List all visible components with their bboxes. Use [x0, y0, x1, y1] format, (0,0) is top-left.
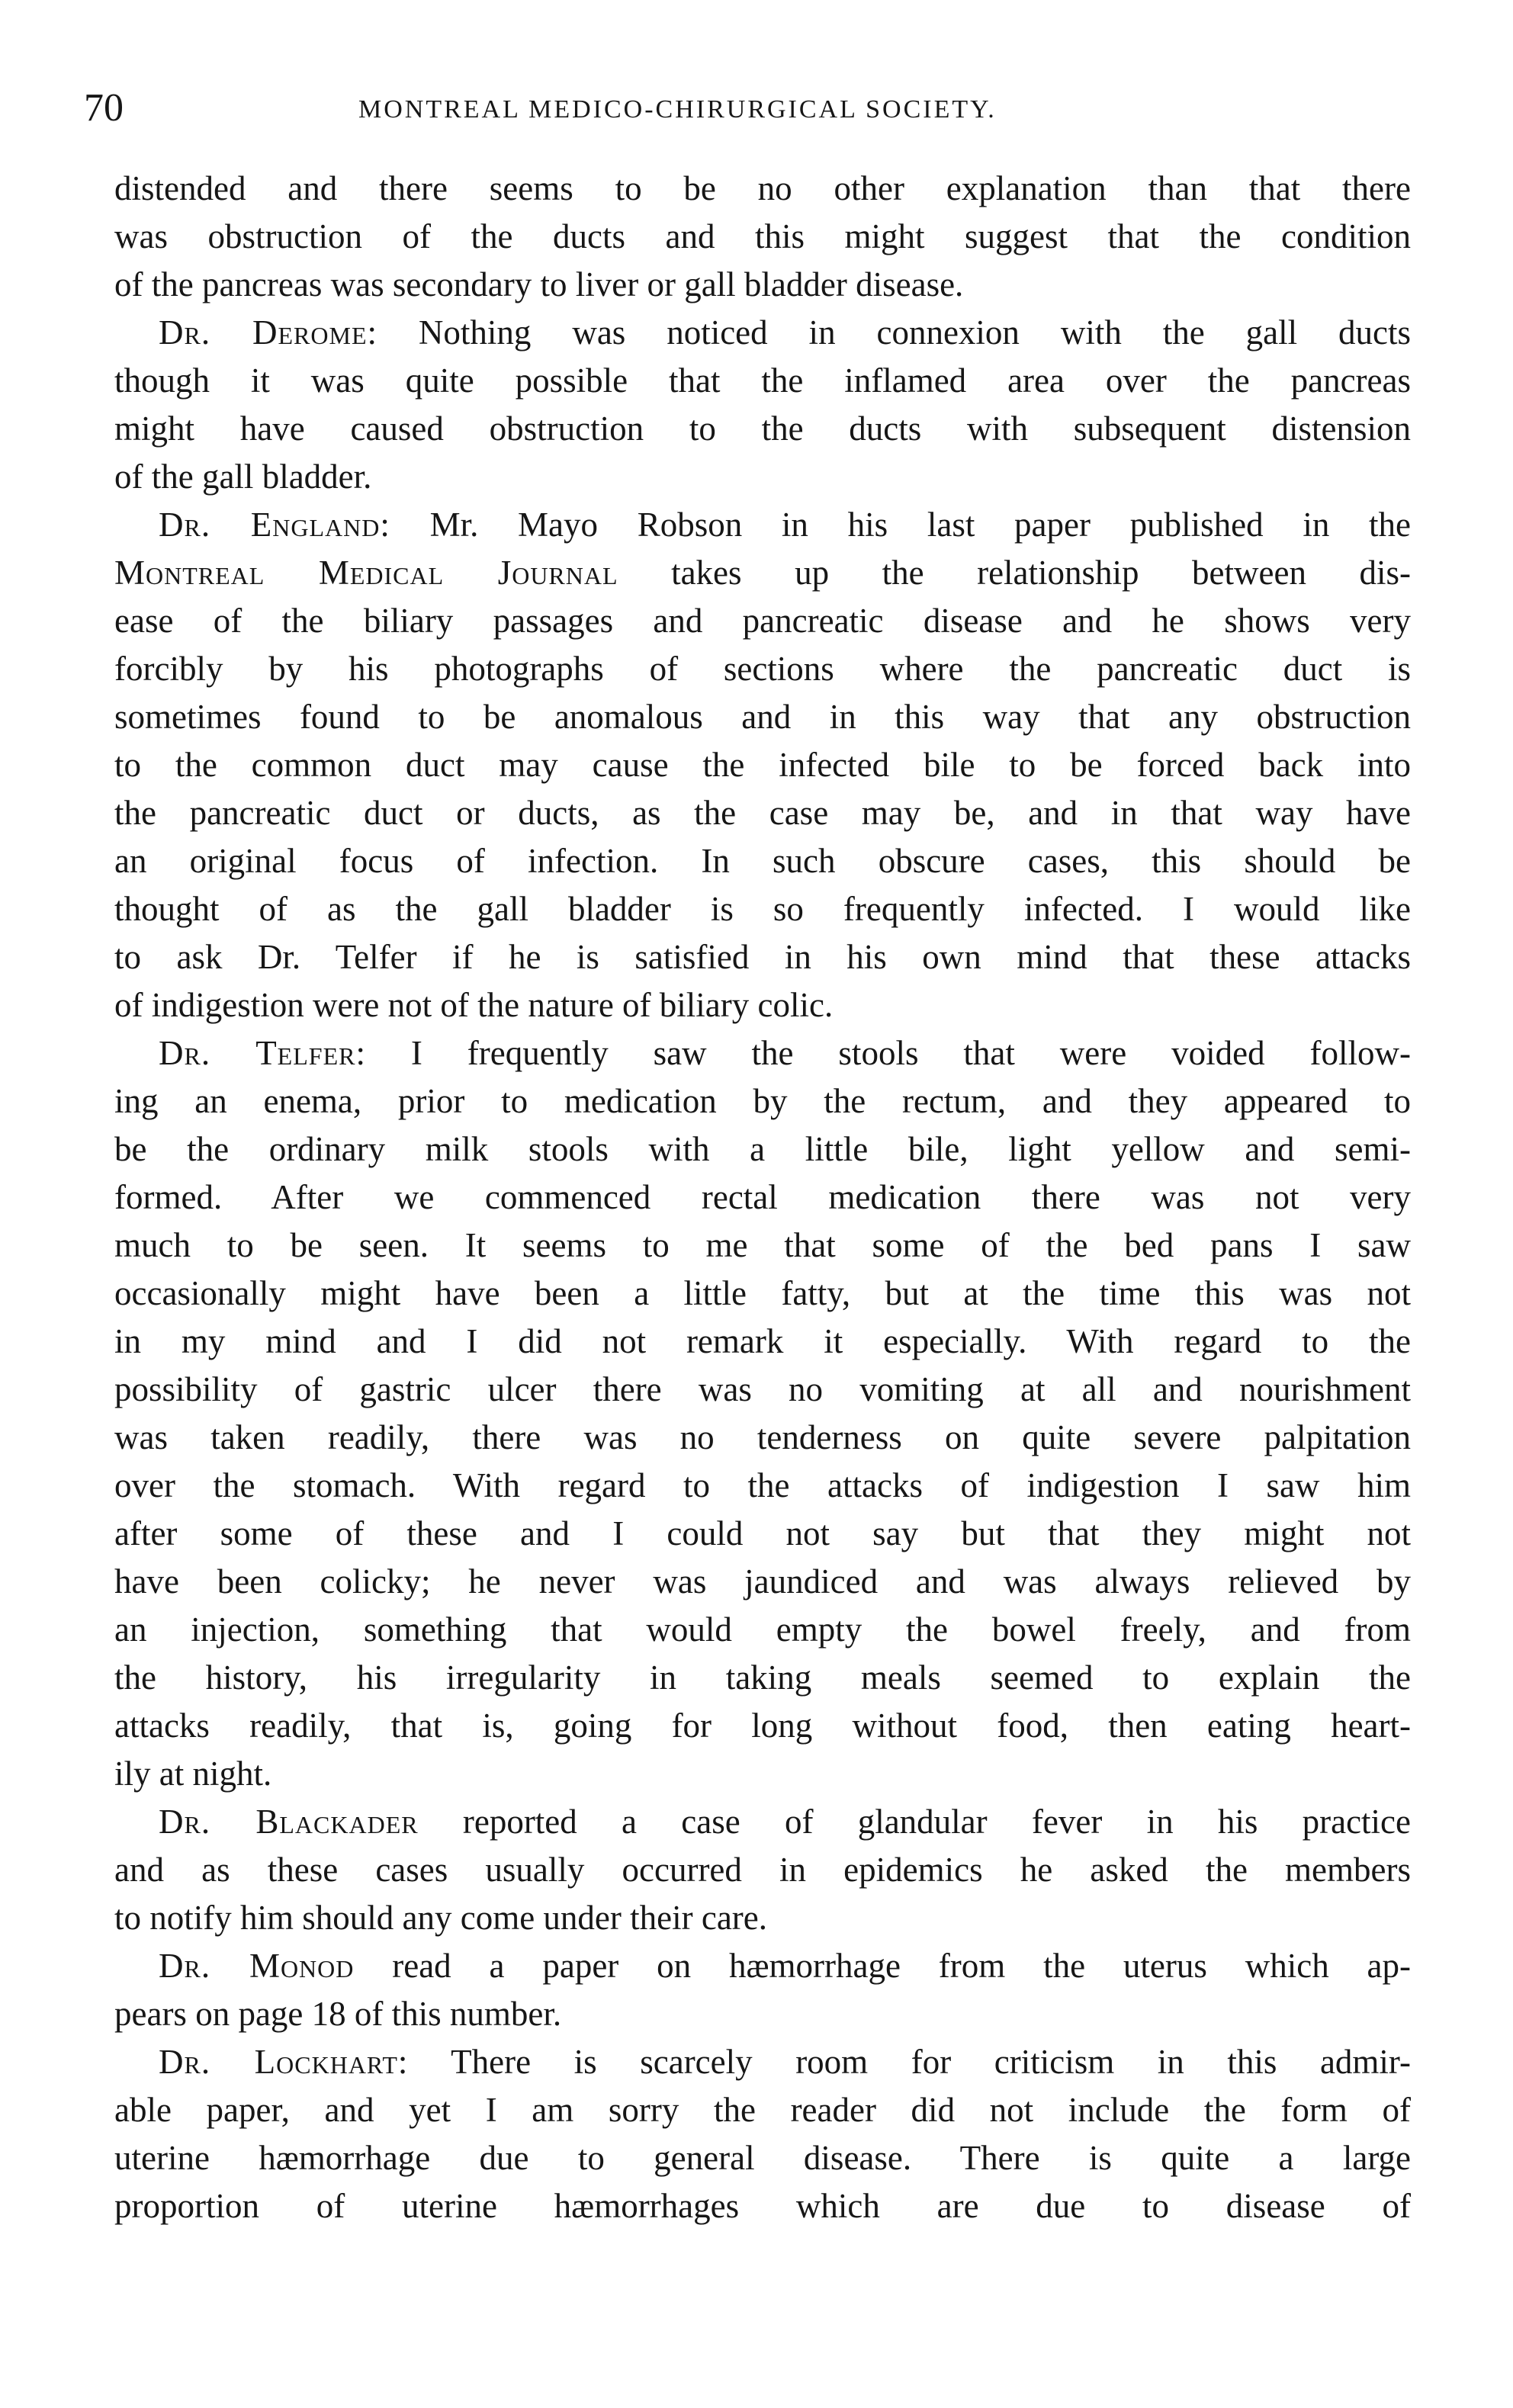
text-line [114, 309, 1411, 357]
text-line: might have caused obstruction to the ducts with subsequent distension [114, 409, 1411, 448]
paragraph-lockhart [114, 2038, 1411, 2230]
text-line: ease of the biliary passages and pancreatic disease and he shows very [114, 602, 1411, 640]
paragraph-derome [114, 309, 1411, 501]
text-run: read a paper on hæmorrhage from the uterus which ap- [392, 1947, 1411, 1985]
text-line: proportion of uterine hæmorrhages which are due to disease of [114, 2187, 1411, 2225]
text-line: an original focus of infection. In such obscure cases, this should be [114, 842, 1411, 880]
text-run: Nothing was noticed in connexion with the gall ducts [418, 313, 1411, 352]
text-line: an injection, something that would empty the bowel freely, and from [114, 1610, 1411, 1649]
running-title: MONTREAL MEDICO-CHIRURGICAL SOCIETY. [358, 95, 997, 124]
speaker-name: Dr. Monod [159, 1947, 355, 1985]
text-line: to ask Dr. Telfer if he is satisfied in his own mind that these attacks [114, 938, 1411, 976]
text-line [114, 1798, 1411, 1846]
text-line: over the stomach. With regard to the attacks of indigestion I saw him [114, 1466, 1411, 1504]
speaker-name: Dr. Lockhart: [159, 2043, 409, 2081]
paragraph-continuation [114, 165, 1411, 309]
speaker-name: Dr. England: [159, 506, 390, 544]
text-line: of the gall bladder. [114, 458, 372, 496]
text-line: the pancreatic duct or ducts, as the case may be, and in that way have [114, 794, 1411, 832]
speaker-name: Dr. Telfer: [159, 1034, 366, 1072]
text-line: after some of these and I could not say but that they might not [114, 1514, 1411, 1552]
text-line: attacks readily, that is, going for long without food, then eating heart- [114, 1706, 1411, 1745]
text-line: was obstruction of the ducts and this might suggest that the condition [114, 217, 1411, 255]
text-line: of indigestion were not of the nature of biliary colic. [114, 986, 834, 1024]
text-line: thought of as the gall bladder is so frequently infected. I would like [114, 890, 1411, 928]
text-line: ily at night. [114, 1755, 272, 1793]
text-run: There is scarcely room for criticism in this admir- [451, 2043, 1411, 2081]
paragraph-telfer [114, 1029, 1411, 1798]
text-line [114, 1942, 1411, 1990]
text-line [114, 1029, 1411, 1077]
text-line: of the pancreas was secondary to liver or gall bladder disease. [114, 265, 964, 303]
text-line: formed. After we commenced rectal medication there was not very [114, 1178, 1411, 1216]
text-line [114, 549, 1411, 597]
journal-title: Montreal Medical Journal [114, 554, 618, 592]
paragraph-monod [114, 1942, 1411, 2038]
text-line: the history, his irregularity in taking meals seemed to explain the [114, 1658, 1411, 1697]
text-line: occasionally might have been a little fatty, but at the time this was not [114, 1274, 1411, 1312]
running-head [84, 85, 1411, 131]
speaker-name: Dr. Blackader [159, 1803, 419, 1841]
page-number: 70 [84, 86, 124, 130]
text-line: to the common duct may cause the infected bile to be forced back into [114, 746, 1411, 784]
text-line: able paper, and yet I am sorry the reader did not include the form of [114, 2091, 1411, 2129]
paragraph-england [114, 501, 1411, 1029]
text-line: sometimes found to be anomalous and in this way that any obstruction [114, 698, 1411, 736]
text-line [114, 2038, 1411, 2086]
text-line: distended and there seems to be no other explanation than that there [114, 169, 1411, 207]
text-line: have been colicky; he never was jaundiced and was always relieved by [114, 1562, 1411, 1601]
body-text [114, 165, 1411, 2230]
text-line: be the ordinary milk stools with a little bile, light yellow and semi- [114, 1130, 1411, 1168]
text-line: to notify him should any come under their care. [114, 1899, 768, 1937]
text-run: I frequently saw the stools that were voided follow- [410, 1034, 1411, 1072]
paragraph-blackader [114, 1798, 1411, 1942]
text-line: possibility of gastric ulcer there was no vomiting at all and nourishment [114, 1370, 1411, 1408]
text-line: forcibly by his photographs of sections where the pancreatic duct is [114, 650, 1411, 688]
text-line: and as these cases usually occurred in epidemics he asked the members [114, 1851, 1411, 1889]
text-line: was taken readily, there was no tenderness on quite severe palpitation [114, 1418, 1411, 1456]
text-run: Mr. Mayo Robson in his last paper published in the [429, 506, 1411, 544]
text-line: pears on page 18 of this number. [114, 1995, 562, 2033]
text-run: reported a case of glandular fever in his practice [462, 1803, 1411, 1841]
text-line: ing an enema, prior to medication by the rectum, and they appeared to [114, 1082, 1411, 1120]
text-line: much to be seen. It seems to me that some of the bed pans I saw [114, 1226, 1411, 1264]
text-run: takes up the relationship between dis- [671, 554, 1411, 592]
text-line [114, 501, 1411, 549]
text-line: in my mind and I did not remark it especially. With regard to the [114, 1322, 1411, 1360]
text-line: though it was quite possible that the inflamed area over the pancreas [114, 361, 1411, 400]
text-line: uterine hæmorrhage due to general disease. There is quite a large [114, 2139, 1411, 2177]
speaker-name: Dr. Derome: [159, 313, 377, 352]
